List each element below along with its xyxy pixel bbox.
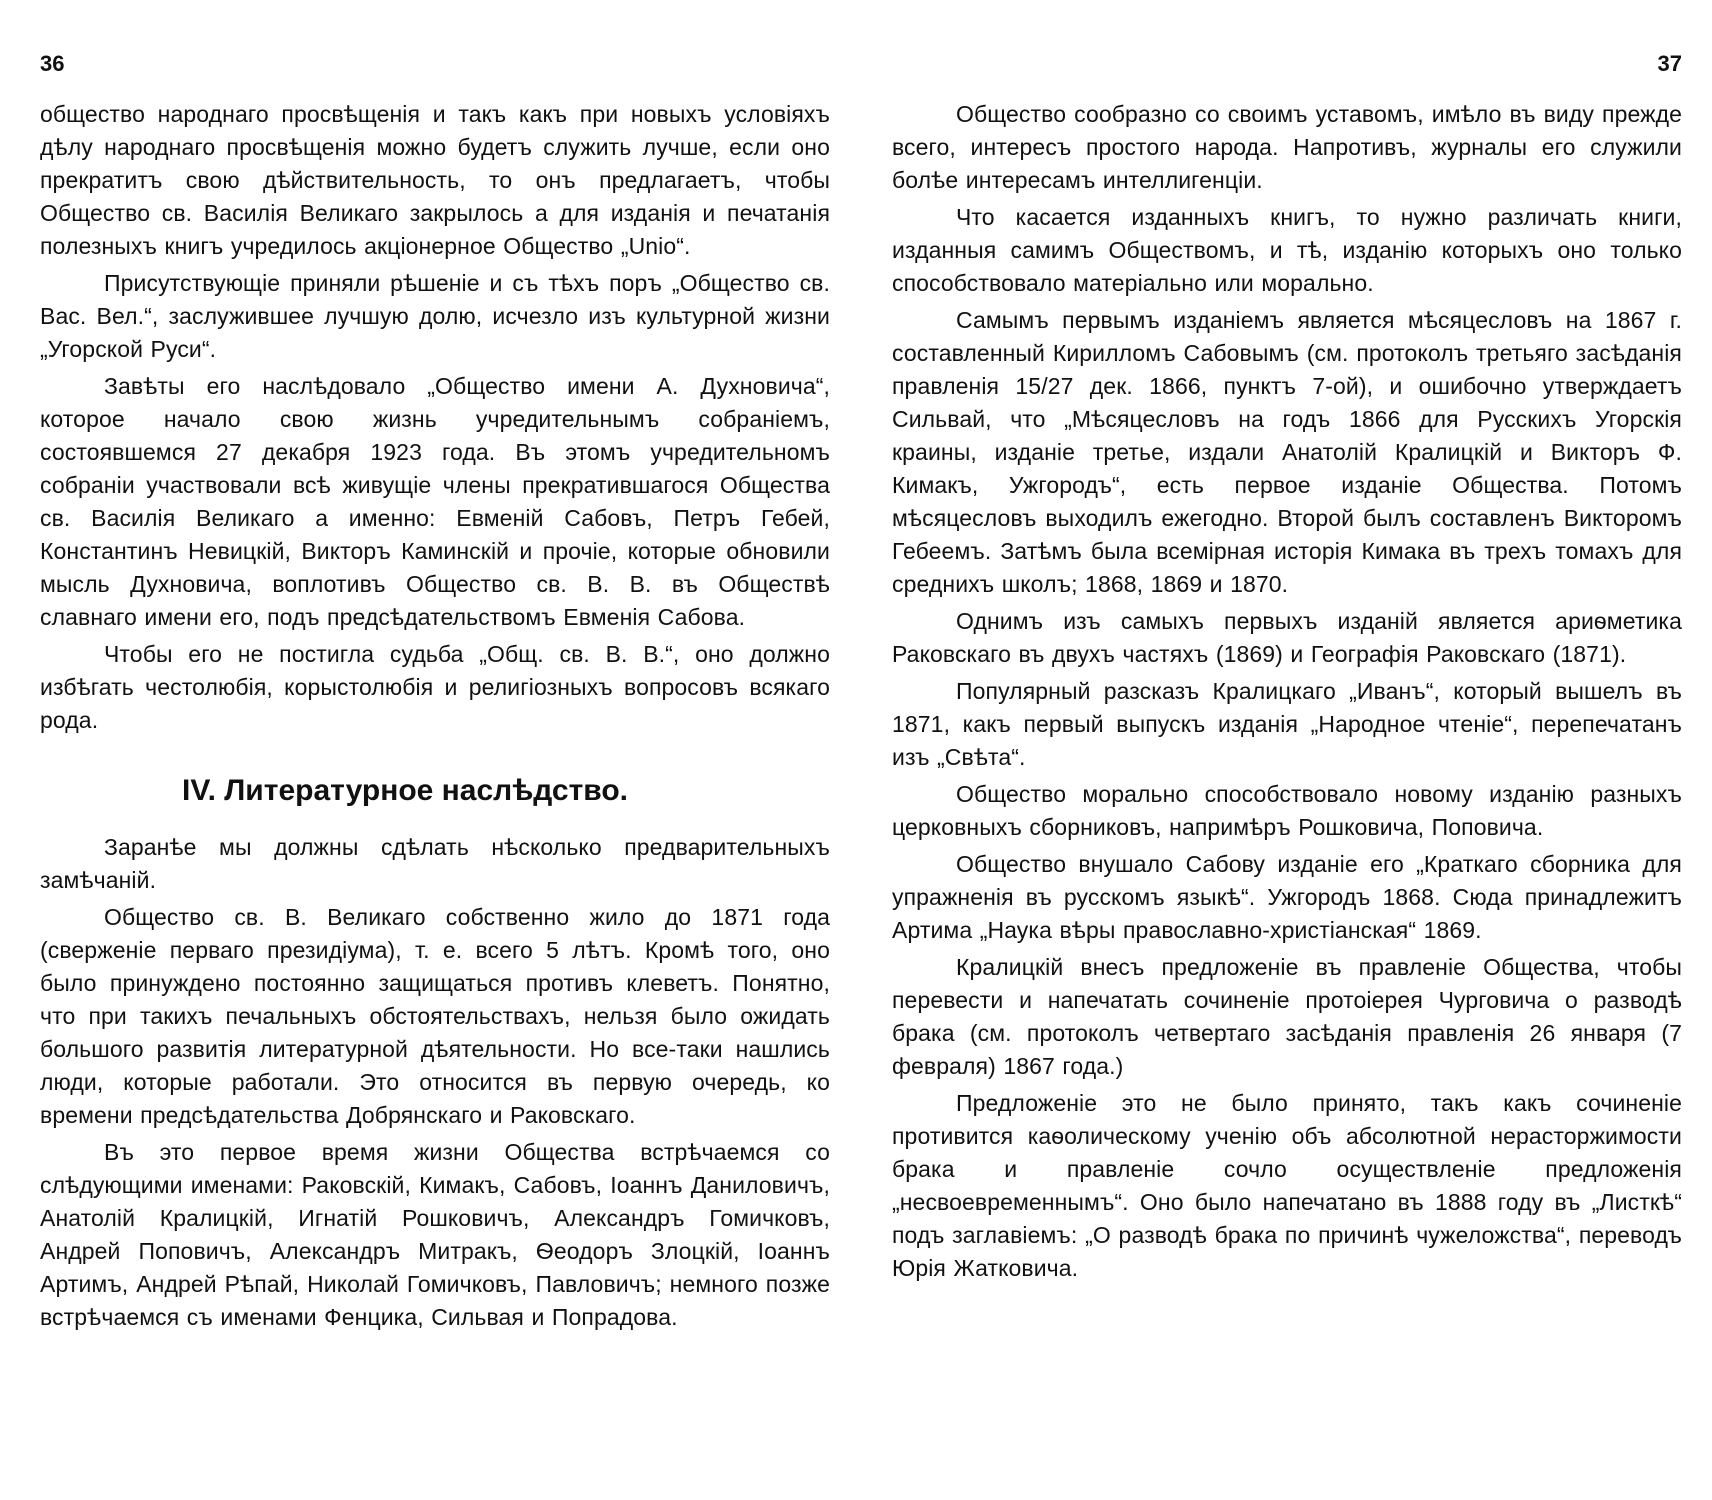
paragraph: Что касается изданныхъ книгъ, то нужно различать книги, изданныя самимъ Обществомъ, и тѣ, изданію которыхъ оно только способствовало матеріально или морально. xyxy=(892,204,1682,296)
paragraph: Общество св. В. Великаго собственно жило до 1871 года (сверженіе перваго президіума), т. е. всего 5 лѣтъ. Кромѣ того, оно было принуждено постоянно защищаться противъ клеветъ. Понятно, что при такихъ печальныхъ обстоятельствахъ, нельзя было ожидать большого развитія литературной дѣятельности. Но все-таки нашлись люди, которые работали. Это относится въ первую очередь, ко времени предсѣдательства Добрянскаго и Раковскаго. xyxy=(40,904,830,1128)
paragraph: Самымъ первымъ изданіемъ является мѣсяцесловъ на 1867 г. составленный Кирилломъ Сабовымъ (см. протоколъ третьяго засѣданія правленія 15/27 дек. 1866, пунктъ 7-ой), и ошибочно утверждаетъ Сильвай, что „Мѣсяцесловъ на годъ 1866 для Русскихъ Угорскія краины, изданіе третье, издали Анатолій Кралицкій и Викторъ Ф. Кимакъ, Ужгородъ“, есть первое изданіе Общества. Потомъ мѣсяцесловъ выходилъ ежегодно. Второй былъ составленъ Викторомъ Гебеемъ. Затѣмъ была всемірная исторія Кимака въ трехъ томахъ для среднихъ школъ; 1868, 1869 и 1870. xyxy=(892,307,1682,597)
paragraph: Общество внушало Сабову изданіе его „Краткаго сборника для упражненія въ русскомъ языкѣ“. Ужгородъ 1868. Сюда принадлежитъ Артима „Наука вѣры православно-христіанская“ 1869. xyxy=(892,851,1682,943)
paragraph: Предложеніе это не было принято, такъ какъ сочиненіе противится каѳолическому ученію объ абсолютной нерасторжимости брака и правленіе сочло осуществленіе предложенія „несвоевременнымъ“. Оно было напечатано въ 1888 году въ „Листкѣ“ подъ заглавіемъ: „О разводѣ брака по причинѣ чужеложства“, переводъ Юрія Жатковича. xyxy=(892,1090,1682,1281)
paragraph: Общество морально способствовало новому изданію разныхъ церковныхъ сборниковъ, напримѣръ Рошковича, Поповича. xyxy=(892,781,1682,840)
paragraph: Завѣты его наслѣдовало „Общество имени А. Духновича“, которое начало свою жизнь учредительнымъ собраніемъ, состоявшемся 27 декабря 1923 года. Въ этомъ учредительномъ собраніи участвовали всѣ живущіе члены прекратившагося Общества св. Василія Великаго а именно: Евменій Сабовъ, Петръ Гебей, Константинъ Невицкій, Викторъ Каминскій и прочіе, которые обновили мысль Духновича, воплотивъ Общество св. В. В. въ Обществѣ славнаго имени его, подъ предсѣдательствомъ Евменія Сабова. xyxy=(40,373,830,630)
section-heading: IV. Литературное наслѣдство. xyxy=(182,774,629,807)
paragraph: Общество сообразно со своимъ уставомъ, имѣло въ виду прежде всего, интересъ простого народа. Напротивъ, журналы его служили болѣе интересамъ интеллигенціи. xyxy=(892,101,1682,193)
paragraph: Присутствующіе приняли рѣшеніе и съ тѣхъ поръ „Общество св. Вас. Вел.“, заслужившее лучшую долю, исчезло изъ культурной жизни „Угорской Руси“. xyxy=(40,270,830,362)
page-number-left: 36 xyxy=(40,51,65,76)
left-page-text xyxy=(40,98,830,1334)
paragraph: Популярный разсказъ Кралицкаго „Иванъ“, который вышелъ въ 1871, какъ первый выпускъ изданія „Народное чтеніе“, перепечатанъ изъ „Свѣта“. xyxy=(892,678,1682,770)
page-number-right: 37 xyxy=(1657,51,1682,76)
paragraph: Чтобы его не постигла судьба „Общ. св. В. В.“, оно должно избѣгать честолюбія, корыстолюбія и религіозныхъ вопросовъ всякаго рода. xyxy=(40,641,830,733)
paragraph: общество народнаго просвѣщенія и такъ какъ при новыхъ условіяхъ дѣлу народнаго просвѣщенія можно будетъ служить лучше, если оно прекратитъ свою дѣйствительность, то онъ предлагаетъ, чтобы Общество св. Василія Великаго закрылось а для изданія и печатанія полезныхъ книгъ учредилось акціонерное Общество „Unio“. xyxy=(40,101,830,259)
right-page-text xyxy=(892,98,1682,1285)
left-page xyxy=(40,44,830,1338)
paragraph: Однимъ изъ самыхъ первыхъ изданій является ариѳметика Раковскаго въ двухъ частяхъ (1869) и Географія Раковскаго (1871). xyxy=(892,608,1682,667)
paragraph: Кралицкій внесъ предложеніе въ правленіе Общества, чтобы перевести и напечатать сочиненіе протоіерея Чурговича о разводѣ брака (см. протоколъ четвертаго засѣданія правленія 26 января (7 февраля) 1867 года.) xyxy=(892,954,1682,1079)
paragraph: Заранѣе мы должны сдѣлать нѣсколько предварительныхъ замѣчаній. xyxy=(40,834,830,893)
right-page xyxy=(892,44,1682,1289)
paragraph: Въ это первое время жизни Общества встрѣчаемся со слѣдующими именами: Раковскій, Кимакъ, Сабовъ, Іоаннъ Даниловичъ, Анатолій Кралицкій, Игнатій Рошковичъ, Александръ Гомичковъ, Андрей Поповичъ, Александръ Митракъ, Ѳеодоръ Злоцкій, Іоаннъ Артимъ, Андрей Рѣпай, Николай Гомичковъ, Павловичъ; немного позже встрѣчаемся съ именами Фенцика, Сильвая и Попрадова. xyxy=(40,1139,830,1330)
